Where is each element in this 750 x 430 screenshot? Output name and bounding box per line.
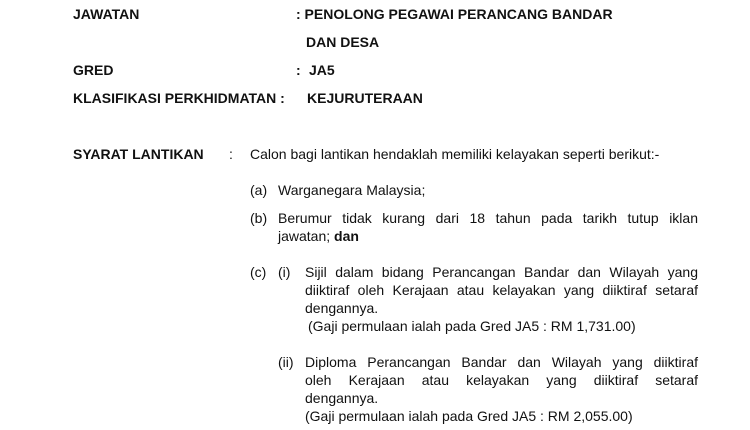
sub-i-salary: (Gaji permulaan ialah pada Gred JA5 : RM 1,731.00) [308, 318, 636, 334]
sub-ii-salary: (Gaji permulaan ialah pada Gred JA5 : RM 2,055.00) [305, 408, 633, 424]
gred-label: GRED [73, 62, 114, 78]
jawatan-value-line1: : PENOLONG PEGAWAI PERANCANG BANDAR [296, 6, 613, 22]
jawatan-label: JAWATAN [73, 6, 140, 22]
item-b-marker: (b) [250, 210, 268, 226]
item-b-line2-text: jawatan; [278, 228, 331, 244]
sub-i-line2: diiktiraf oleh Kerajaan atau kelayakan yang diiktiraf setaraf [305, 282, 698, 298]
syarat-intro: Calon bagi lantikan hendaklah memiliki kelayakan seperti berikut:- [250, 146, 660, 162]
item-b-line1: Berumur tidak kurang dari 18 tahun pada tarikh tutup iklan [278, 210, 698, 226]
sub-i-line3: dengannya. [305, 300, 379, 316]
syarat-colon: : [229, 146, 233, 162]
item-b-line2 [278, 228, 359, 244]
jawatan-value-line2: DAN DESA [306, 34, 380, 50]
sub-i-marker: (i) [278, 264, 291, 280]
klasifikasi-value: KEJURUTERAAN [307, 90, 423, 106]
sub-i-line1: Sijil dalam bidang Perancangan Bandar dan Wilayah yang [305, 264, 698, 280]
item-c-marker: (c) [250, 264, 267, 280]
gred-colon: : [296, 62, 301, 78]
sub-ii-line1: Diploma Perancangan Bandar dan Wilayah yang diiktiraf [305, 354, 698, 370]
item-b-bold: dan [334, 228, 359, 244]
sub-ii-line2: oleh Kerajaan atau kelayakan yang diiktiraf setaraf [305, 372, 698, 388]
sub-ii-marker: (ii) [278, 354, 294, 370]
item-a-marker: (a) [250, 182, 268, 198]
gred-value: JA5 [309, 62, 335, 78]
klasifikasi-label: KLASIFIKASI PERKHIDMATAN : [73, 90, 285, 106]
syarat-label: SYARAT LANTIKAN [73, 146, 204, 162]
sub-ii-line3: dengannya. [305, 390, 379, 406]
item-a-text: Warganegara Malaysia; [278, 182, 426, 198]
